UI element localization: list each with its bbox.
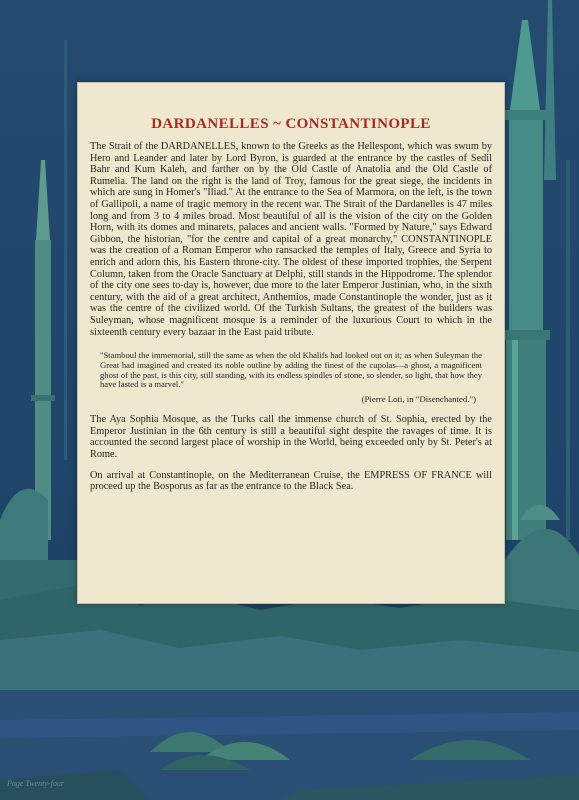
- right-pole: [566, 160, 570, 540]
- page-number: Page Twenty-four: [7, 779, 64, 788]
- text-panel: [77, 82, 505, 604]
- loti-quote: "Stamboul the immemorial, still the same as when the old Khalifs had looked out on it; as when Suleyman the Great had imagined and created its noble outline by adding the finest of the cupolas—a ghost, a magnificent ghost of the past, is this city, still standing, with its endless spindles of stone, so slender, so light, that how they have lasted is a marvel.": [100, 350, 482, 390]
- intro-paragraph: The Strait of the DARDANELLES, known to the Greeks as the Hellespont, which was swum by Hero and Leander and later by Lord Byron, is guarded at the entrance by the castles of Sedil Bahr and Kum Kaleh, and farther on by the Old Castle of Anatolia and the Old Castle of Rumelia. The land on the right is the land of Troy, famous for the great siege, the incidents in which are sung in Homer's "Iliad." At the entrance to the Sea of Marmora, on the left, is the town of Gallipoli, a name of tragic memory in the recent war. The Strait of the Dardanelles is 47 miles long and from 3 to 4 miles broad. Most beautiful of all is the vision of the city on the Golden Horn, with its domes and minarets, palaces and ancient walls. "Formed by Nature," says Edward Gibbon, the historian, "for the centre and capital of a great monarchy," CONSTANTINOPLE was the creation of a Roman Emperor who ransacked the temples of Italy, Greece and Syria to enrich and adorn this, his Eastern throne-city. The oldest of these imported trophies, the Serpent Column, taken from the Oracle Sanctuary at Delphi, still stands in the Hippodrome. The splendor of the city one sees to-day is, however, due more to the later Emperor Justinian, who, in the sixth century, with the aid of a great architect, Anthemios, made Constantinople the wonder, just as it was the centre of the civilized world. Of the Turkish Sultans, the greatest of the builders was Suleyman, whose magnificent mosque is a reminder of the luxurious Court to which in the sixteenth century every bazaar in the East paid tribute.: [90, 141, 492, 338]
- cruise-paragraph: On arrival at Constantinople, on the Mediterranean Cruise, the EMPRESS OF FRANCE will proceed up the Bosporus as far as the entrance to the Black Sea.: [90, 469, 492, 493]
- quote-attribution: (Pierre Loti, in "Disenchanted."): [361, 394, 476, 405]
- left-pole: [64, 40, 67, 460]
- aya-sophia-paragraph: The Aya Sophia Mosque, as the Turks call the immense church of St. Sophia, erected by the Emperor Justinian in the 6th century is still a beautiful sight despite the ravages of time. It is accounted the second largest place of worship in the World, being exceeded only by St. Peter's at Rome.: [90, 414, 492, 461]
- page-title: DARDANELLES ~ CONSTANTINOPLE: [151, 116, 431, 132]
